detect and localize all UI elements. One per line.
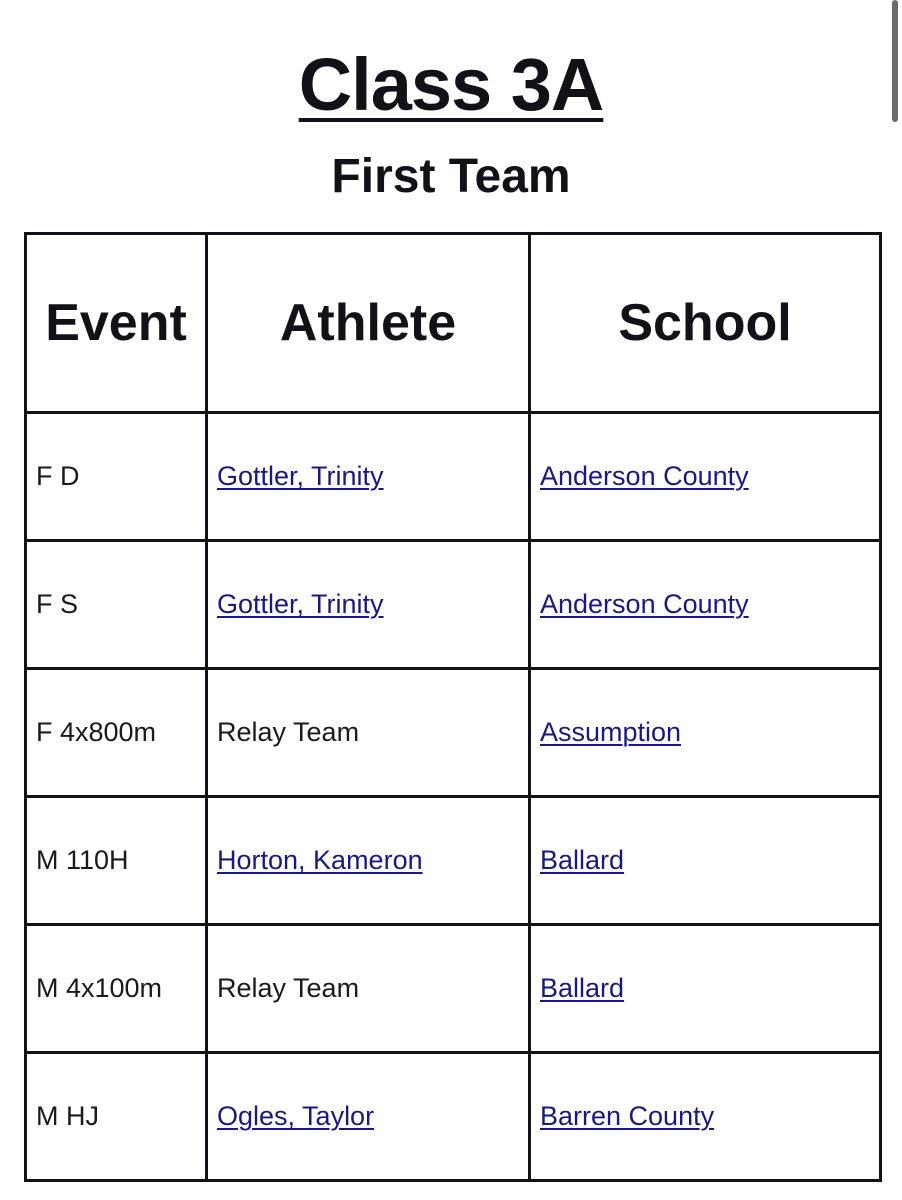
school-cell [530,413,881,541]
page-subtitle: First Team [331,150,571,203]
event-cell: M 4x100m [26,925,207,1053]
results-table [24,232,882,1182]
school-link[interactable]: Ballard [540,973,625,1003]
table-row [26,797,881,925]
school-link[interactable]: Barren County [540,1101,715,1131]
school-cell [530,925,881,1053]
page-title-text: Class 3A [298,43,604,126]
athlete-cell [207,669,530,797]
event-cell: M 110H [26,797,207,925]
header-athlete: Athlete [207,234,530,413]
header-school: School [530,234,881,413]
athlete-link[interactable]: Ogles, Taylor [217,1101,375,1131]
event-cell: F S [26,541,207,669]
table-row [26,1053,881,1181]
athlete-cell [207,413,530,541]
athlete-link[interactable]: Horton, Kameron [217,845,423,875]
athlete-cell [207,541,530,669]
athlete-cell [207,797,530,925]
school-link[interactable]: Anderson County [540,589,749,619]
header-event: Event [26,234,207,413]
athlete-text: Relay Team [217,973,360,1003]
school-cell [530,797,881,925]
school-cell [530,669,881,797]
table-body [26,413,881,1181]
event-cell: M HJ [26,1053,207,1181]
table-row [26,669,881,797]
table-header-row [26,234,881,413]
event-cell: F 4x800m [26,669,207,797]
school-link[interactable]: Ballard [540,845,625,875]
athlete-text: Relay Team [217,717,360,747]
table-row [26,925,881,1053]
table-row [26,541,881,669]
school-link[interactable]: Assumption [540,717,682,747]
athlete-link[interactable]: Gottler, Trinity [217,461,384,491]
school-cell [530,1053,881,1181]
school-cell [530,541,881,669]
page-title [0,38,902,132]
athlete-cell [207,925,530,1053]
athlete-cell [207,1053,530,1181]
school-link[interactable]: Anderson County [540,461,749,491]
table-row [26,413,881,541]
event-cell: F D [26,413,207,541]
athlete-link[interactable]: Gottler, Trinity [217,589,384,619]
